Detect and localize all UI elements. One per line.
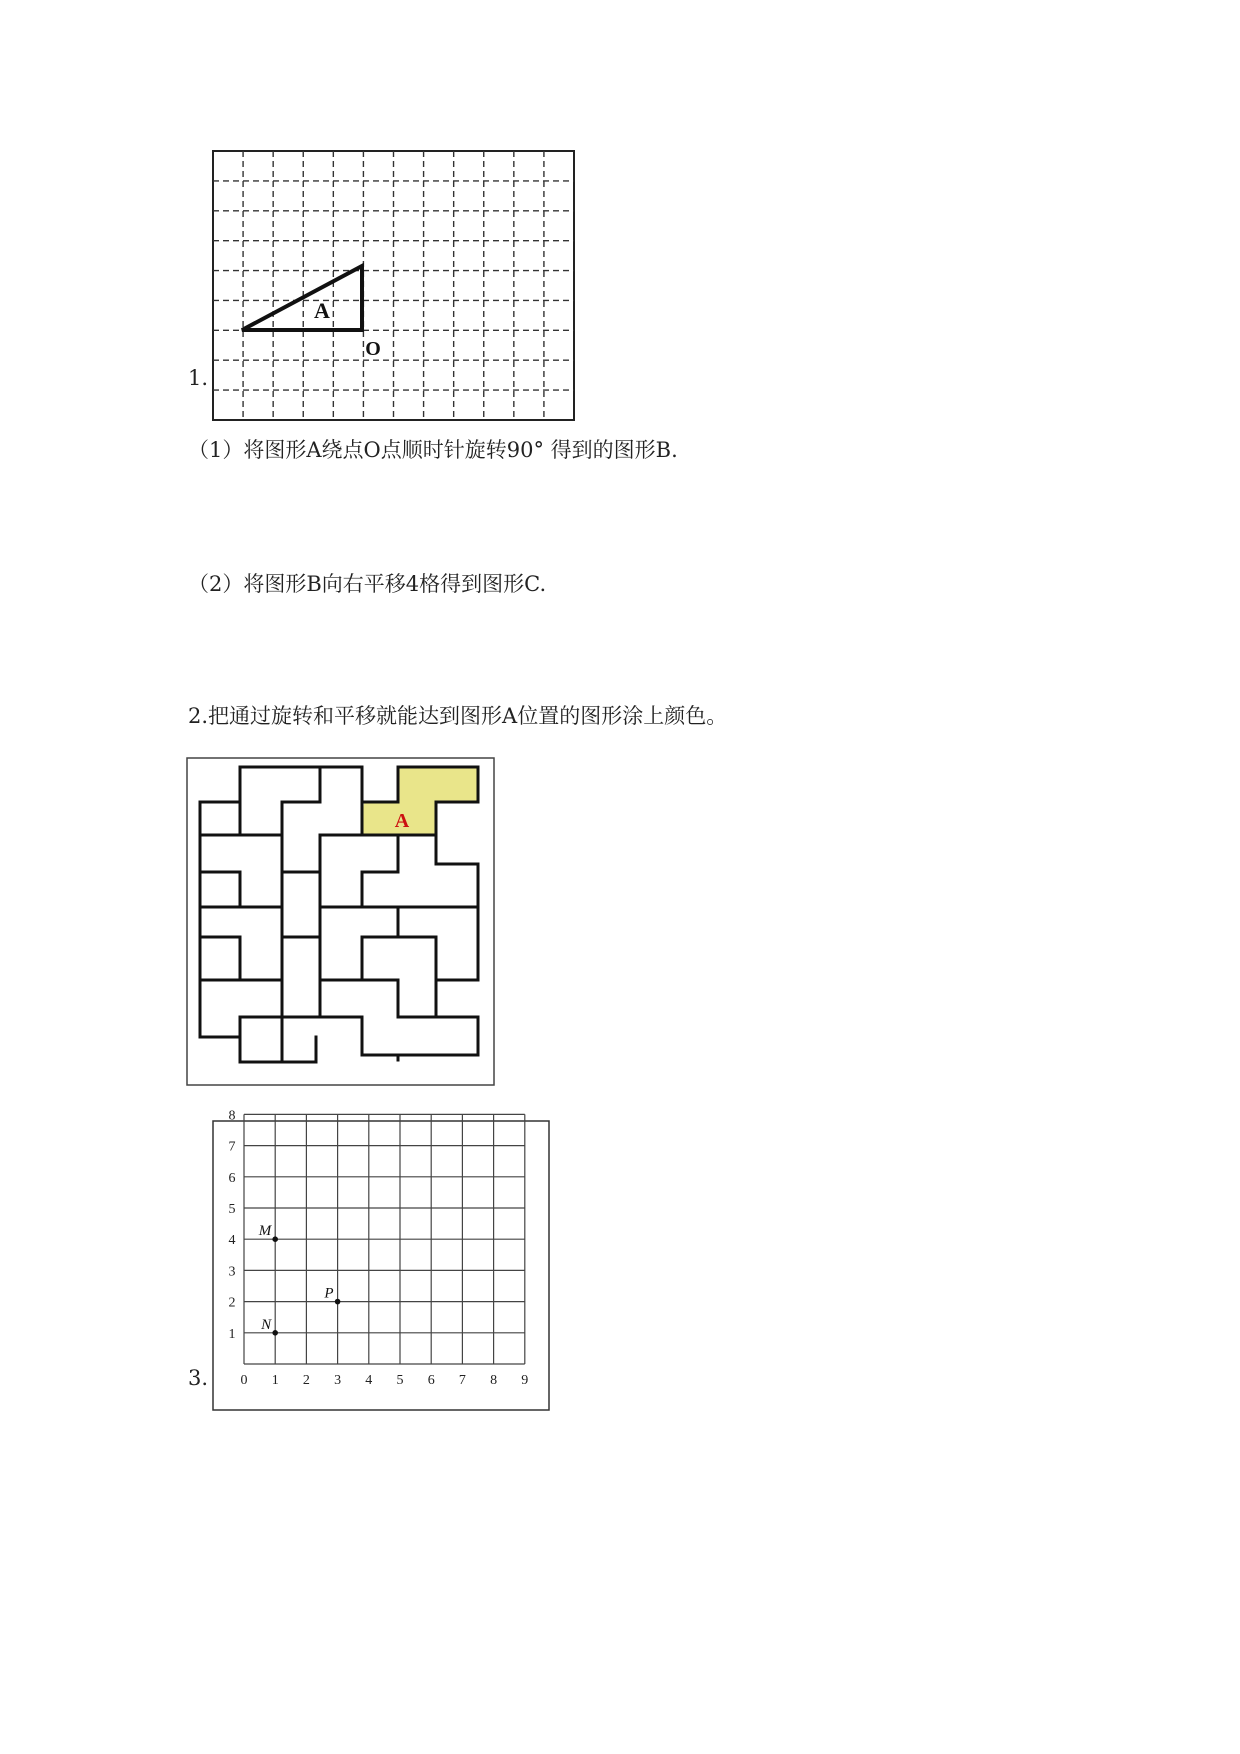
point-n-dot [272,1330,278,1336]
q3-x-tick-label: 4 [365,1373,373,1388]
q3-figure-frame [213,1121,549,1410]
q3-y-tick-label: 6 [228,1170,236,1186]
q3-x-tick-label: 6 [427,1373,435,1388]
q3-number: 3. [188,1366,209,1390]
point-p-label: P [324,1285,334,1302]
triangle-a-label: A [314,298,330,323]
q1-grid-figure [212,150,576,422]
q3-coordinate-grid [212,1108,551,1412]
point-p-dot [335,1299,341,1305]
q3-x-tick-label: 8 [490,1373,498,1388]
q3-y-tick-label: 8 [228,1108,236,1124]
q1-part2: （2）将图形B向右平移4格得到图形C. [188,572,547,596]
q3-x-tick-label: 3 [334,1373,342,1388]
q2-prompt: 2.把通过旋转和平移就能达到图形A位置的图形涂上颜色。 [188,704,728,728]
q1-part1: （1）将图形A绕点O点顺时针旋转90° 得到的图形B. [188,438,678,462]
q3-x-tick-label: 2 [302,1373,310,1388]
shape-a-label: A [394,810,410,832]
point-o-label: O [365,338,381,360]
q3-x-tick-label: 9 [521,1373,529,1388]
q1-number: 1. [188,366,209,390]
point-m-label: M [258,1223,272,1240]
q3-y-tick-label: 4 [228,1233,236,1249]
q3-y-tick-label: 7 [228,1139,236,1155]
q3-x-tick-label: 5 [396,1373,404,1388]
q3-x-tick-label: 0 [240,1373,248,1388]
q2-puzzle-figure [186,757,496,1087]
q3-y-tick-label: 3 [228,1264,236,1280]
point-m-dot [272,1236,278,1242]
q3-y-tick-label: 1 [228,1326,236,1342]
q3-y-tick-label: 2 [228,1295,236,1311]
q3-x-tick-label: 7 [458,1373,466,1388]
q3-x-tick-label: 1 [271,1373,279,1388]
point-n-label: N [261,1316,272,1333]
q3-y-tick-label: 5 [228,1202,236,1217]
